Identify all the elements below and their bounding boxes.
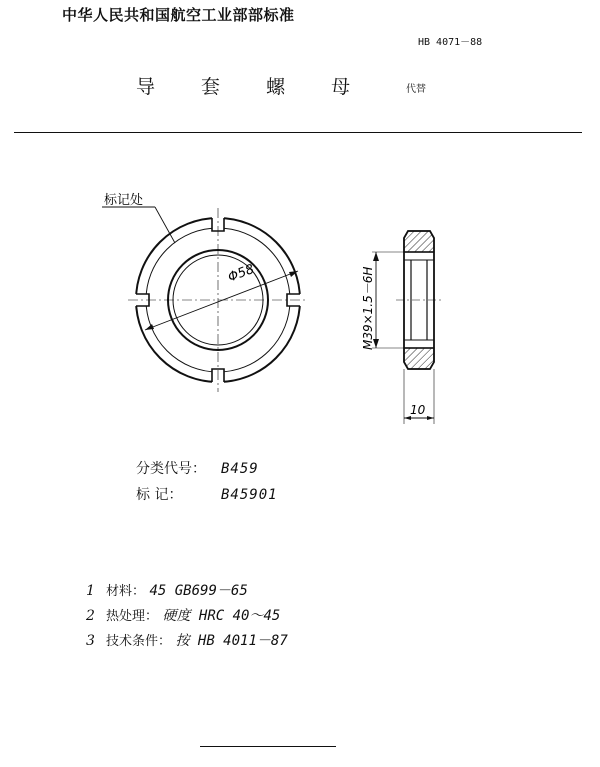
requirement-number: 2 <box>86 608 95 624</box>
replaces-label: 代替 <box>406 84 426 95</box>
diameter-dimension: Φ58 <box>226 261 257 286</box>
nut-side-section <box>361 231 442 424</box>
requirement-value: 45 GB699－65 <box>149 583 248 599</box>
requirement-value: 按 HB 4011－87 <box>175 633 288 649</box>
mark-label: 标 记： <box>136 487 183 503</box>
nut-front-view <box>102 192 308 392</box>
mark-row <box>136 484 278 504</box>
requirement-row <box>86 605 280 625</box>
requirement-label: 热处理： <box>106 609 159 624</box>
classification-code-row <box>136 458 259 478</box>
classification-code-value: B459 <box>221 461 259 477</box>
standard-number: HB 4071－88 <box>418 37 483 48</box>
thread-dimension: M39×1.5－6H <box>361 266 375 350</box>
mark-value: B45901 <box>221 487 278 503</box>
classification-code-label: 分类代号： <box>136 461 206 477</box>
requirement-value: 硬度 HRC 40～45 <box>162 608 281 624</box>
requirement-row <box>86 630 288 650</box>
requirement-label: 材料： <box>106 584 146 599</box>
header-divider <box>14 132 582 133</box>
requirement-number: 1 <box>86 583 95 599</box>
mark-location-label: 标记处 <box>104 193 144 208</box>
standard-organization: 中华人民共和国航空工业部部标准 <box>62 6 295 24</box>
requirement-row <box>86 580 248 600</box>
footer-rule <box>200 746 336 747</box>
requirement-label: 技术条件： <box>106 634 172 649</box>
document-title: 导 套 螺 母 <box>136 76 371 98</box>
thickness-dimension: 10 <box>410 403 426 417</box>
technical-drawing <box>0 150 600 430</box>
requirement-number: 3 <box>86 633 95 649</box>
